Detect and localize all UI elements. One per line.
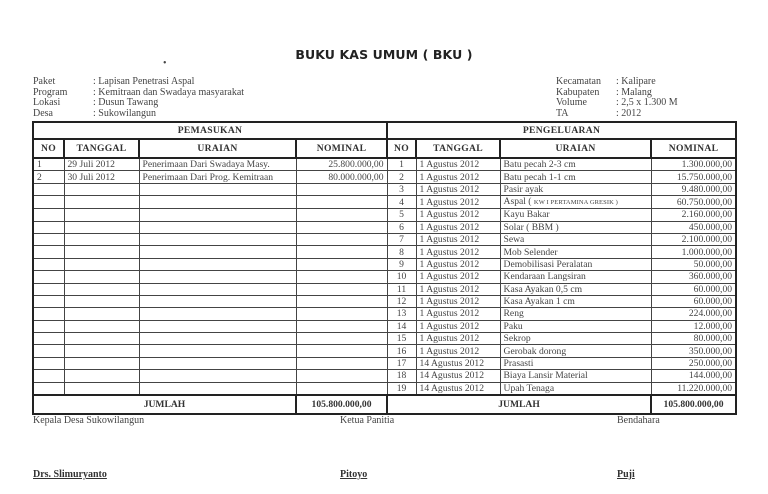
out-uraian: Pasir ayak (500, 183, 651, 195)
in-uraian-empty (139, 320, 296, 332)
table-row (33, 258, 736, 270)
table-row (33, 246, 736, 258)
in-uraian-empty (139, 209, 296, 221)
in-tanggal-empty (64, 196, 139, 209)
meta-value: : Lapisan Penetrasi Aspal (93, 76, 195, 87)
in-uraian-empty (139, 271, 296, 283)
out-uraian: Kasa Ayakan 0,5 cm (500, 283, 651, 295)
meta-label: Paket (33, 76, 56, 87)
out-no: 14 (387, 320, 416, 332)
out-tanggal: 1 Agustus 2012 (416, 171, 500, 183)
table-row (33, 357, 736, 369)
table-row (33, 196, 736, 209)
out-tanggal: 1 Agustus 2012 (416, 158, 500, 171)
in-tanggal: 29 Juli 2012 (64, 158, 139, 171)
page-title: BUKU KAS UMUM ( BKU ) (295, 47, 473, 62)
column-header-row (33, 139, 736, 158)
out-nominal: 60.000,00 (651, 295, 736, 307)
uraian-note: KW I PERTAMINA GRESIK ) (533, 199, 618, 207)
out-nominal: 60.750.000,00 (651, 196, 736, 209)
table-row (33, 320, 736, 332)
in-tanggal-empty (64, 295, 139, 307)
out-tanggal: 1 Agustus 2012 (416, 183, 500, 195)
out-tanggal: 1 Agustus 2012 (416, 221, 500, 233)
out-no: 3 (387, 183, 416, 195)
in-no-empty (33, 333, 64, 345)
out-no: 1 (387, 158, 416, 171)
table-row (33, 233, 736, 245)
out-tanggal: 1 Agustus 2012 (416, 209, 500, 221)
in-tanggal-empty (64, 183, 139, 195)
out-tanggal: 1 Agustus 2012 (416, 295, 500, 307)
in-uraian-empty (139, 283, 296, 295)
in-no-empty (33, 308, 64, 320)
out-no: 18 (387, 370, 416, 382)
in-no: 2 (33, 171, 64, 183)
in-no-empty (33, 382, 64, 395)
out-uraian (500, 196, 651, 209)
table-row (33, 345, 736, 357)
in-uraian: Penerimaan Dari Swadaya Masy. (139, 158, 296, 171)
meta-value: : 2012 (616, 107, 642, 119)
meta-row-ta (556, 109, 678, 120)
meta-value: : Sukowilangun (93, 107, 157, 119)
in-no-empty (33, 183, 64, 195)
bku-table (32, 121, 737, 415)
out-tanggal: 1 Agustus 2012 (416, 233, 500, 245)
col-header-no-out: NO (387, 139, 416, 158)
out-uraian: Kendaraan Langsiran (500, 271, 651, 283)
in-no-empty (33, 345, 64, 357)
out-tanggal: 14 Agustus 2012 (416, 370, 500, 382)
out-nominal: 224.000,00 (651, 308, 736, 320)
meta-value: : Malang (616, 86, 652, 98)
out-uraian: Sekrop (500, 333, 651, 345)
in-nominal-empty (296, 357, 387, 369)
in-nominal-empty (296, 333, 387, 345)
col-header-tanggal-in: TANGGAL (64, 139, 139, 158)
in-uraian-empty (139, 221, 296, 233)
out-tanggal: 1 Agustus 2012 (416, 246, 500, 258)
in-uraian-empty (139, 258, 296, 270)
in-tanggal-empty (64, 345, 139, 357)
pemasukan-total-label: JUMLAH (33, 395, 296, 414)
uraian-main: Aspal ( (503, 196, 532, 208)
table-row (33, 183, 736, 195)
in-no-empty (33, 209, 64, 221)
out-no: 15 (387, 333, 416, 345)
meta-value: : Dusun Tawang (93, 97, 159, 108)
table-row (33, 308, 736, 320)
out-no: 2 (387, 171, 416, 183)
out-uraian: Sewa (500, 233, 651, 245)
in-no-empty (33, 357, 64, 369)
out-nominal: 11.220.000,00 (651, 382, 736, 395)
total-row (33, 395, 736, 414)
out-no: 9 (387, 258, 416, 270)
in-tanggal-empty (64, 370, 139, 382)
in-nominal-empty (296, 258, 387, 270)
out-uraian: Prasasti (500, 357, 651, 369)
bullet-marker: • (163, 58, 167, 69)
meta-row-desa (33, 109, 244, 120)
out-tanggal: 1 Agustus 2012 (416, 345, 500, 357)
out-uraian: Mob Selender (500, 246, 651, 258)
out-nominal: 2.160.000,00 (651, 209, 736, 221)
out-nominal: 12.000,00 (651, 320, 736, 332)
in-nominal-empty (296, 271, 387, 283)
out-no: 19 (387, 382, 416, 395)
col-header-tanggal-out: TANGGAL (416, 139, 500, 158)
in-tanggal-empty (64, 233, 139, 245)
table-row (33, 295, 736, 307)
meta-row-lokasi (33, 98, 244, 109)
in-uraian-empty (139, 183, 296, 195)
out-no: 16 (387, 345, 416, 357)
in-nominal-empty (296, 209, 387, 221)
in-tanggal-empty (64, 246, 139, 258)
col-header-nominal-out: NOMINAL (651, 139, 736, 158)
out-no: 6 (387, 221, 416, 233)
in-no: 1 (33, 158, 64, 171)
cash-book-table (32, 121, 735, 412)
out-no: 12 (387, 295, 416, 307)
meta-label: Lokasi (33, 97, 61, 108)
pemasukan-total-value: 105.800.000,00 (296, 395, 387, 414)
col-header-nominal-in: NOMINAL (296, 139, 387, 158)
out-nominal: 60.000,00 (651, 283, 736, 295)
meta-label: Kabupaten (556, 86, 600, 98)
in-tanggal-empty (64, 333, 139, 345)
out-tanggal: 1 Agustus 2012 (416, 333, 500, 345)
in-tanggal-empty (64, 258, 139, 270)
table-row (33, 271, 736, 283)
in-uraian-empty (139, 246, 296, 258)
meta-row-kecamatan (556, 77, 678, 88)
out-tanggal: 1 Agustus 2012 (416, 320, 500, 332)
out-nominal: 350.000,00 (651, 345, 736, 357)
in-uraian-empty (139, 233, 296, 245)
in-no-empty (33, 320, 64, 332)
out-uraian: Solar ( BBM ) (500, 221, 651, 233)
in-nominal-empty (296, 246, 387, 258)
in-tanggal-empty (64, 271, 139, 283)
pemasukan-title: PEMASUKAN (33, 122, 387, 139)
in-uraian-empty (139, 196, 296, 209)
pengeluaran-total-value: 105.800.000,00 (651, 395, 736, 414)
in-tanggal-empty (64, 382, 139, 395)
in-tanggal-empty (64, 209, 139, 221)
out-nominal: 450.000,00 (651, 221, 736, 233)
col-header-no-in: NO (33, 139, 64, 158)
in-no-empty (33, 283, 64, 295)
table-row (33, 283, 736, 295)
pengeluaran-total-label: JUMLAH (387, 395, 651, 414)
meta-label: Program (33, 86, 68, 98)
in-tanggal: 30 Juli 2012 (64, 171, 139, 183)
out-uraian: Kayu Bakar (500, 209, 651, 221)
out-uraian: Gerobak dorong (500, 345, 651, 357)
in-uraian-empty (139, 333, 296, 345)
out-no: 7 (387, 233, 416, 245)
out-tanggal: 1 Agustus 2012 (416, 283, 500, 295)
table-row (33, 158, 736, 171)
in-uraian-empty (139, 357, 296, 369)
in-nominal-empty (296, 183, 387, 195)
table-row (33, 171, 736, 183)
in-nominal-empty (296, 196, 387, 209)
in-uraian-empty (139, 382, 296, 395)
out-uraian: Demobilisasi Peralatan (500, 258, 651, 270)
in-uraian-empty (139, 295, 296, 307)
in-nominal-empty (296, 370, 387, 382)
in-tanggal-empty (64, 357, 139, 369)
table-row (33, 382, 736, 395)
in-nominal-empty (296, 295, 387, 307)
in-no-empty (33, 233, 64, 245)
in-no-empty (33, 221, 64, 233)
signature-role-ketua-panitia: Ketua Panitia (340, 415, 395, 426)
out-nominal: 50.000,00 (651, 258, 736, 270)
out-no: 10 (387, 271, 416, 283)
meta-label: Desa (33, 107, 53, 119)
out-nominal: 250.000,00 (651, 357, 736, 369)
in-nominal: 25.800.000,00 (296, 158, 387, 171)
out-uraian: Biaya Lansir Material (500, 370, 651, 382)
meta-label: Volume (556, 97, 587, 108)
signature-role-kepala-desa: Kepala Desa Sukowilangun (33, 415, 145, 426)
table-row (33, 221, 736, 233)
in-tanggal-empty (64, 320, 139, 332)
project-info-left (33, 77, 244, 119)
out-no: 4 (387, 196, 416, 209)
out-no: 11 (387, 283, 416, 295)
meta-value: : Kalipare (616, 76, 656, 87)
meta-row-volume (556, 98, 678, 109)
col-header-uraian-in: URAIAN (139, 139, 296, 158)
signature-name-kepala-desa: Drs. Slimuryanto (33, 469, 107, 480)
out-uraian: Kasa Ayakan 1 cm (500, 295, 651, 307)
in-nominal-empty (296, 345, 387, 357)
out-tanggal: 1 Agustus 2012 (416, 271, 500, 283)
out-no: 13 (387, 308, 416, 320)
col-header-uraian-out: URAIAN (500, 139, 651, 158)
in-nominal: 80.000.000,00 (296, 171, 387, 183)
table-row (33, 370, 736, 382)
signature-name-ketua-panitia: Pitoyo (340, 469, 368, 480)
in-nominal-empty (296, 308, 387, 320)
meta-row-paket (33, 77, 244, 88)
in-no-empty (33, 258, 64, 270)
out-no: 17 (387, 357, 416, 369)
out-uraian: Batu pecah 1-1 cm (500, 171, 651, 183)
out-uraian: Upah Tenaga (500, 382, 651, 395)
signature-name-bendahara: Puji (617, 469, 635, 480)
in-no-empty (33, 271, 64, 283)
meta-value: : Kemitraan dan Swadaya masyarakat (93, 86, 245, 98)
meta-label: TA (556, 107, 569, 119)
project-info-right (556, 77, 678, 119)
table-row (33, 333, 736, 345)
out-tanggal: 1 Agustus 2012 (416, 308, 500, 320)
in-uraian-empty (139, 370, 296, 382)
in-uraian: Penerimaan Dari Prog. Kemitraan (139, 171, 296, 183)
out-nominal: 1.300.000,00 (651, 158, 736, 171)
pengeluaran-title: PENGELUARAN (387, 122, 736, 139)
out-nominal: 2.100.000,00 (651, 233, 736, 245)
out-uraian: Paku (500, 320, 651, 332)
out-uraian: Batu pecah 2-3 cm (500, 158, 651, 171)
in-nominal-empty (296, 283, 387, 295)
in-tanggal-empty (64, 308, 139, 320)
out-tanggal: 1 Agustus 2012 (416, 258, 500, 270)
out-nominal: 9.480.000,00 (651, 183, 736, 195)
in-tanggal-empty (64, 283, 139, 295)
out-tanggal: 14 Agustus 2012 (416, 382, 500, 395)
in-nominal-empty (296, 221, 387, 233)
signature-role-bendahara: Bendahara (617, 415, 660, 426)
in-no-empty (33, 295, 64, 307)
meta-label: Kecamatan (556, 76, 601, 87)
meta-value: : 2,5 x 1.300 M (616, 97, 678, 108)
in-no-empty (33, 370, 64, 382)
in-nominal-empty (296, 320, 387, 332)
out-nominal: 15.750.000,00 (651, 171, 736, 183)
out-nominal: 80.000,00 (651, 333, 736, 345)
in-nominal-empty (296, 233, 387, 245)
out-nominal: 1.000.000,00 (651, 246, 736, 258)
in-uraian-empty (139, 308, 296, 320)
out-no: 8 (387, 246, 416, 258)
table-row (33, 209, 736, 221)
in-uraian-empty (139, 345, 296, 357)
out-tanggal: 14 Agustus 2012 (416, 357, 500, 369)
in-no-empty (33, 246, 64, 258)
in-nominal-empty (296, 382, 387, 395)
section-header-row (33, 122, 736, 139)
out-uraian: Reng (500, 308, 651, 320)
in-tanggal-empty (64, 221, 139, 233)
out-tanggal: 1 Agustus 2012 (416, 196, 500, 209)
out-nominal: 144.000,00 (651, 370, 736, 382)
out-nominal: 360.000,00 (651, 271, 736, 283)
out-no: 5 (387, 209, 416, 221)
in-no-empty (33, 196, 64, 209)
